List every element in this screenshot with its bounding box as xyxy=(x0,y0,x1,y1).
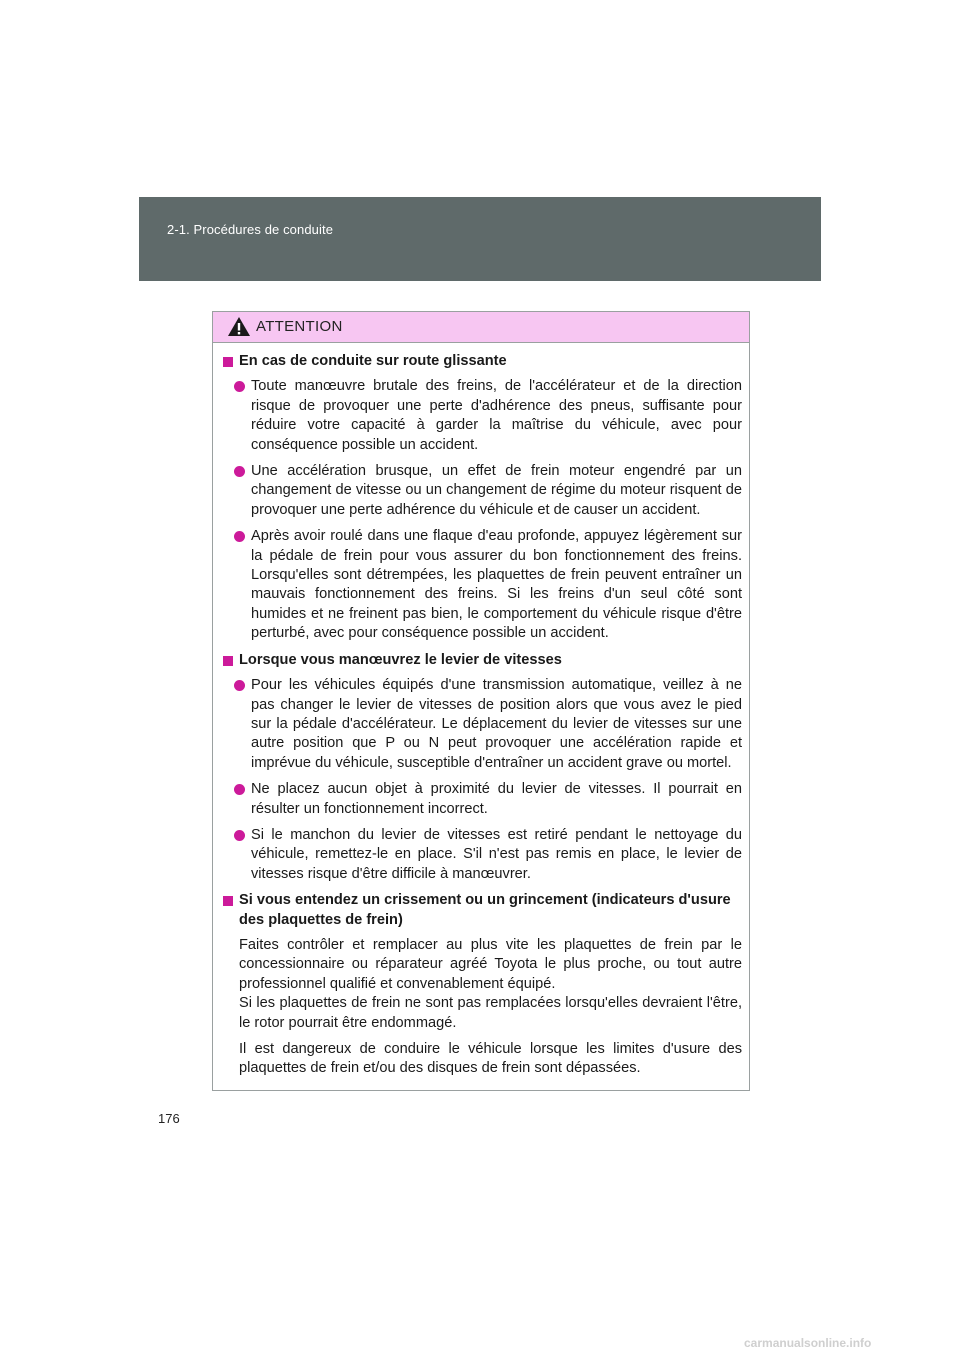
dot-bullet-icon xyxy=(234,784,245,795)
paragraph: Si les plaquettes de frein ne sont pas remplacées lorsqu'elles devraient l'être, le rotor pourrait être endommagé. xyxy=(239,995,742,1031)
bullet-text: Pour les véhicules équipés d'une transmission automatique, veillez à ne pas changer le levier de vitesses de position alors que vous avez le pied sur la pédale d'accélérateur. Le déplacement du levier de vitesses sur une autre position que P ou N peut provoquer une accélération rapide et imprévue du véhicule, susceptible d'entraîner un accident grave ou mortel. xyxy=(251,677,742,771)
sub-heading-brake-squeal xyxy=(222,891,742,930)
caution-box xyxy=(212,311,750,1091)
bullet-text: Si le manchon du levier de vitesses est retiré pendant le nettoyage du véhicule, remettez-le en place. S'il n'est pas remis en place, le levier de vitesses risque d'être difficile à manœuvrer. xyxy=(251,826,742,882)
bullet-item xyxy=(234,826,742,884)
dot-bullet-icon xyxy=(234,680,245,691)
square-bullet-icon xyxy=(223,357,233,367)
sub-heading-text: Si vous entendez un crissement ou un grincement (indicateurs d'usure des plaquettes de frein) xyxy=(239,892,731,928)
square-bullet-icon xyxy=(223,656,233,666)
sub-heading-text: En cas de conduite sur route glissante xyxy=(239,353,507,369)
bullet-item xyxy=(234,462,742,520)
bullet-item xyxy=(234,676,742,773)
watermark: carmanualsonline.info xyxy=(744,1336,872,1350)
bullet-text: Après avoir roulé dans une flaque d'eau profonde, appuyez légèrement sur la pédale de frein pour vous assurer du bon fonctionnement des freins. Lorsqu'elles sont détrempées, les plaquettes de frein peuvent entraîner un mauvais fonctionnement des freins. Si les freins d'un seul côté sont humides et ne freinent pas bien, le comportement du véhicule risque d'être perturbé, avec pour conséquence possible un accident. xyxy=(251,528,742,642)
bullet-text: Toute manœuvre brutale des freins, de l'accélérateur et de la direction risque de provoquer une perte d'adhérence des pneus, suffisante pour réduire votre capacité à garder la maîtrise du véhicule, avec pour conséquence possible un accident. xyxy=(251,378,742,453)
page-number: 176 xyxy=(158,1111,180,1126)
caution-body xyxy=(213,343,749,1079)
dot-bullet-icon xyxy=(234,381,245,392)
bullet-text: Ne placez aucun objet à proximité du levier de vitesses. Il pourrait en résulter un fonctionnement incorrect. xyxy=(251,781,742,817)
bullet-item xyxy=(234,780,742,819)
bullet-item xyxy=(234,527,742,643)
square-bullet-icon xyxy=(223,896,233,906)
sub-heading-shift-lever xyxy=(222,651,742,670)
sub-heading-slippery-road xyxy=(222,352,742,371)
paragraph: Faites contrôler et remplacer au plus vite les plaquettes de frein par le concessionnaire ou réparateur agréé Toyota le plus proche, ou tout autre professionnel qualifié et convenablement équipé. xyxy=(239,936,742,992)
section-header-band xyxy=(139,197,821,281)
paragraph: Il est dangereux de conduire le véhicule lorsque les limites d'usure des plaquettes de frein et/ou des disques de frein sont dépassées. xyxy=(239,1041,742,1077)
caution-header xyxy=(213,312,749,343)
bullet-text: Une accélération brusque, un effet de frein moteur engendré par un changement de vitesse ou un changement de régime du moteur risquent de provoquer une perte adhérence du véhicule et de causer un accident. xyxy=(251,463,742,518)
dot-bullet-icon xyxy=(234,466,245,477)
dot-bullet-icon xyxy=(234,830,245,841)
dot-bullet-icon xyxy=(234,531,245,542)
caution-title: ATTENTION xyxy=(256,318,343,335)
section-title: 2-1. Procédures de conduite xyxy=(167,222,334,237)
sub-heading-text: Lorsque vous manœuvrez le levier de vitesses xyxy=(239,651,562,668)
bullet-item xyxy=(234,377,742,455)
warning-triangle-icon xyxy=(227,316,251,337)
